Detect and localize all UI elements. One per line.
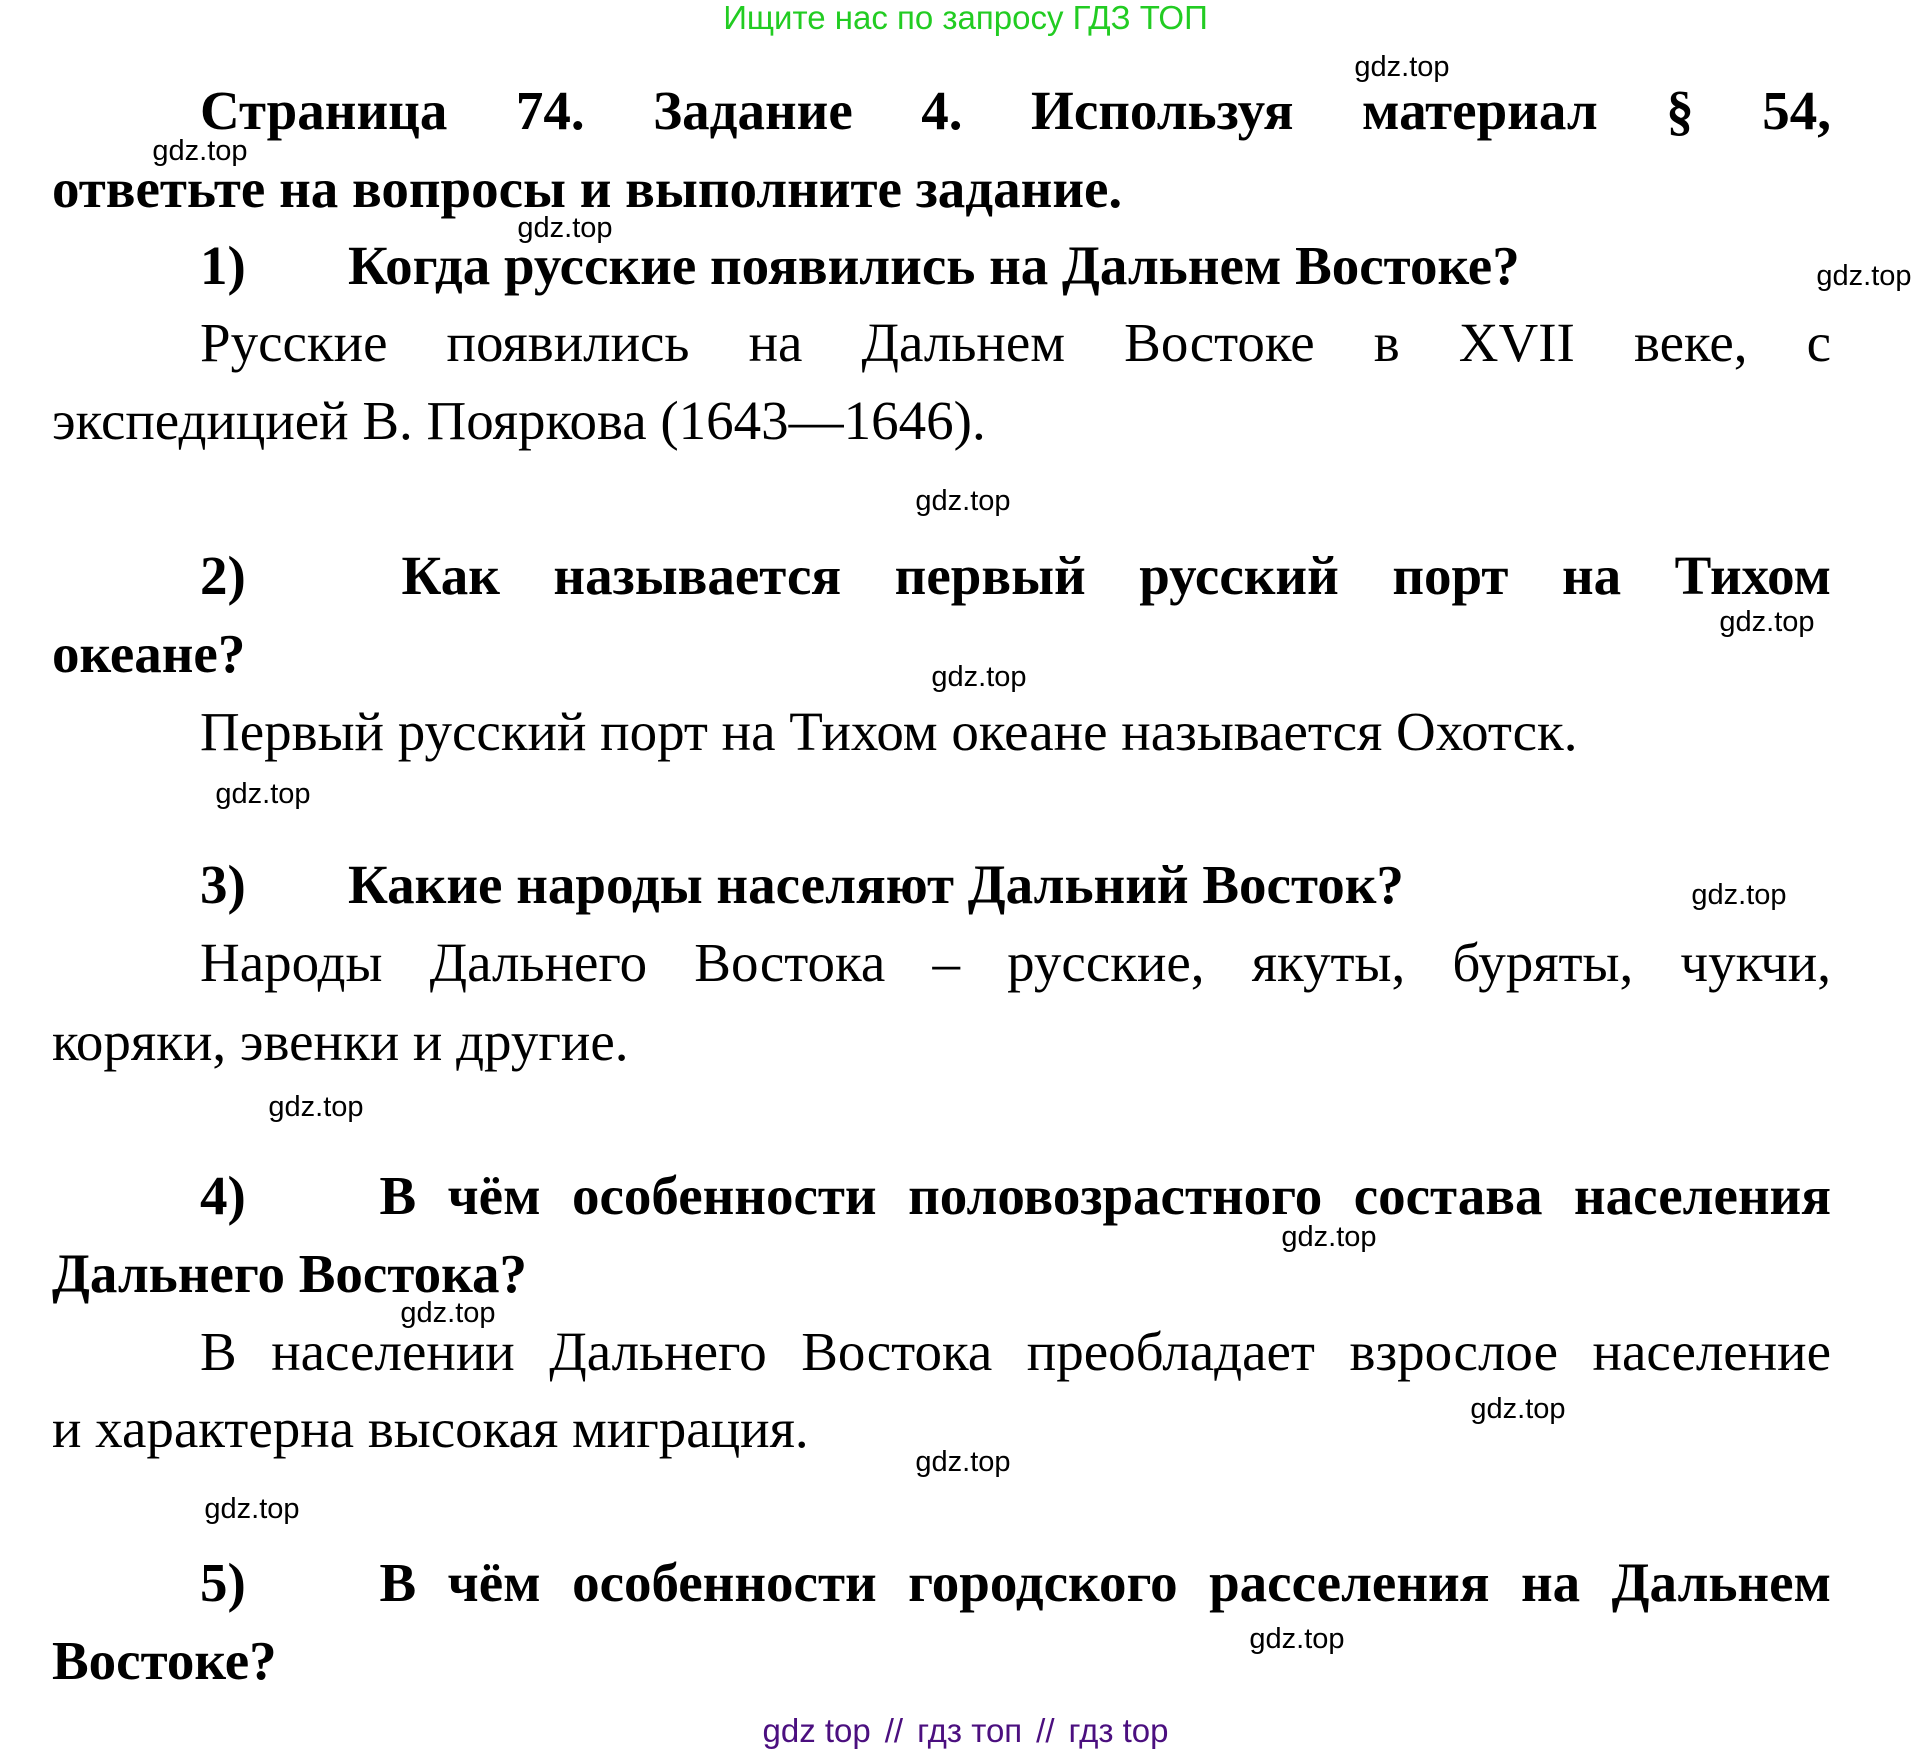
watermark: gdz.top: [400, 1297, 496, 1329]
question-number: 2): [200, 545, 246, 606]
watermark: gdz.top: [517, 212, 613, 244]
question-5-line-2: Востоке?: [52, 1630, 277, 1691]
answer-4-line-1: В населении Дальнего Востока преобладает взрослое население: [200, 1321, 1831, 1382]
footer-item: gdz top: [762, 1712, 871, 1749]
answer-1-line-1: Русские появились на Дальнем Востоке в XVII веке, с: [200, 312, 1831, 373]
watermark: gdz.top: [915, 485, 1011, 517]
task-title-page: Страница 74. Задание 4.: [200, 80, 963, 141]
task-title-section-number: 54,: [1762, 80, 1831, 141]
watermark: gdz.top: [204, 1493, 300, 1525]
question-text: Когда русские появились на Дальнем Востоке?: [348, 235, 1520, 296]
watermark: gdz.top: [268, 1091, 364, 1123]
watermark: gdz.top: [1354, 51, 1450, 83]
question-number: 1): [200, 235, 246, 296]
footer-separator: //: [884, 1712, 904, 1749]
watermark: gdz.top: [215, 778, 311, 810]
watermark: gdz.top: [931, 661, 1027, 693]
task-title-word: материал: [1362, 80, 1598, 141]
answer-1-line-2: экспедицией В. Пояркова (1643—1646).: [52, 390, 986, 451]
answer-4-line-2: и характерна высокая миграция.: [52, 1398, 809, 1459]
question-2-line-2: океане?: [52, 623, 246, 684]
question-5: [200, 1551, 1831, 1615]
watermark: gdz.top: [1281, 1221, 1377, 1253]
answer-3-line-1: Народы Дальнего Востока – русские, якуты, буряты, чукчи,: [200, 932, 1831, 993]
footer-item: гдз топ: [917, 1712, 1023, 1749]
question-text: Какие народы населяют Дальний Восток?: [348, 854, 1404, 915]
search-banner: Ищите нас по запросу ГДЗ ТОП: [723, 0, 1208, 36]
footer-item: гдз top: [1068, 1712, 1169, 1749]
watermark: gdz.top: [152, 135, 248, 167]
watermark: gdz.top: [1249, 1623, 1345, 1655]
question-number: 5): [200, 1552, 246, 1613]
task-title-line-1: [200, 79, 1831, 143]
question-number: 3): [200, 854, 246, 915]
question-4-line-2: Дальнего Востока?: [52, 1243, 527, 1304]
answer-3-line-2: коряки, эвенки и другие.: [52, 1011, 629, 1072]
question-2: [200, 544, 1831, 608]
question-text: Как называется первый русский порт на Тихом: [401, 545, 1832, 606]
watermark: gdz.top: [915, 1446, 1011, 1478]
watermark: gdz.top: [1719, 606, 1815, 638]
watermark: gdz.top: [1816, 260, 1912, 292]
question-1: [200, 234, 1831, 298]
task-title-section-sign: §: [1666, 80, 1694, 141]
task-title-word: Используя: [1031, 80, 1294, 141]
question-text: В чём особенности половозрастного состава населения: [379, 1165, 1832, 1226]
watermark: gdz.top: [1691, 879, 1787, 911]
watermark: gdz.top: [1470, 1393, 1566, 1425]
question-3: [200, 853, 1831, 917]
question-text: В чём особенности городского расселения на Дальнем: [379, 1552, 1831, 1613]
question-4: [200, 1164, 1831, 1228]
question-number: 4): [200, 1165, 246, 1226]
answer-2: Первый русский порт на Тихом океане называется Охотск.: [200, 701, 1578, 762]
footer-watermark: [0, 1713, 1923, 1749]
task-title-line-2: ответьте на вопросы и выполните задание.: [52, 158, 1123, 219]
footer-separator: //: [1036, 1712, 1055, 1749]
